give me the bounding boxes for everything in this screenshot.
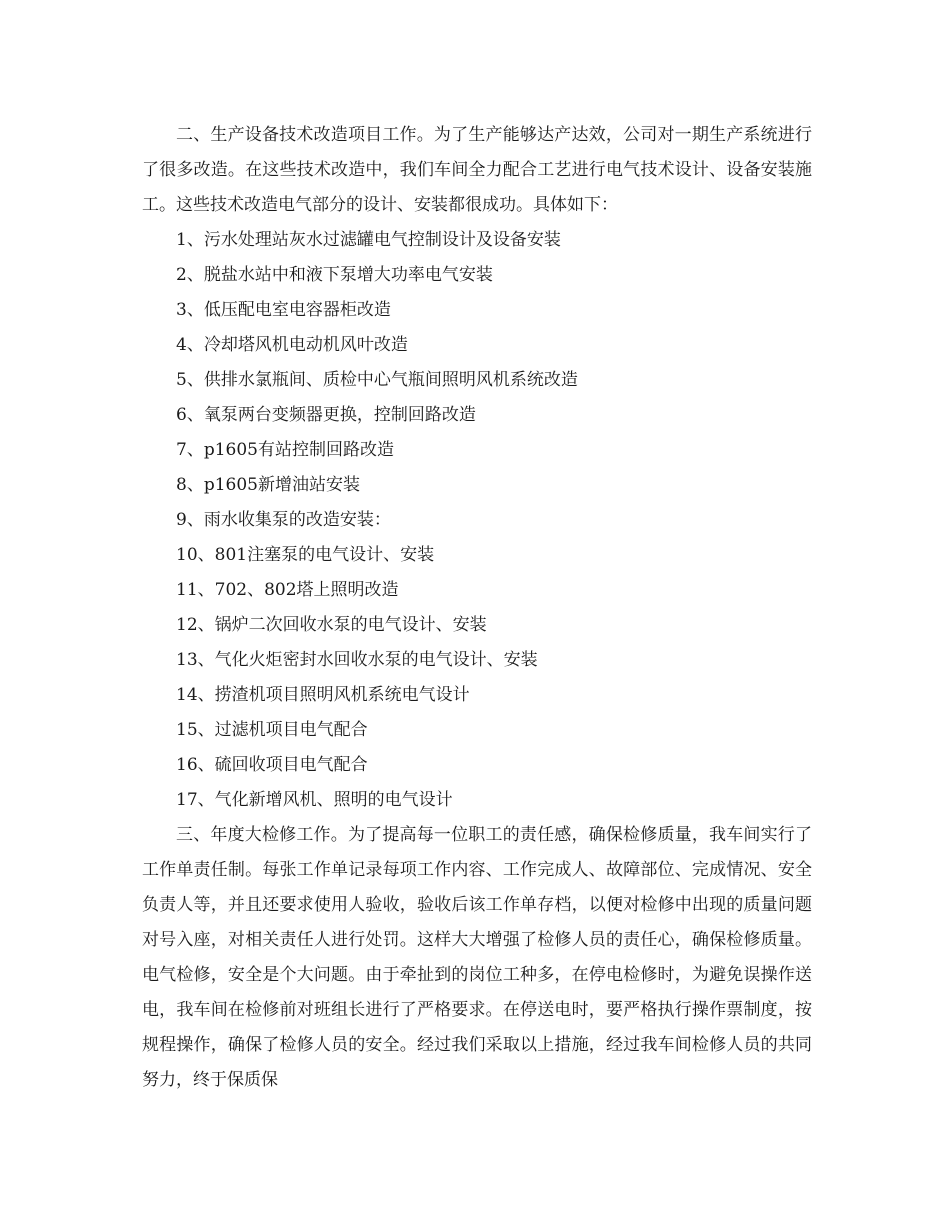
list-item: 11、702、802塔上照明改造 (176, 580, 399, 600)
list-item: 13、气化火炬密封水回收水泵的电气设计、安装 (176, 650, 538, 670)
list-item: 9、雨水收集泵的改造安装： (176, 510, 391, 530)
list-item: 10、801注塞泵的电气设计、安装 (176, 545, 435, 565)
list-item: 2、脱盐水站中和液下泵增大功率电气安装 (176, 265, 493, 285)
list-item: 16、硫回收项目电气配合 (176, 755, 368, 775)
section-3-paragraph: 三、年度大检修工作。为了提高每一位职工的责任感，确保检修质量，我车间实行了工作单责任制。每张工作单记录每项工作内容、工作完成人、故障部位、完成情况、安全负责人等，并且还要求使用人验收，验收后该工作单存档，以便对检修中出现的质量问题对号入座，对相关责任人进行处罚。这样大大增强了检修人员的责任心，确保检修质量。电气检修，安全是个大问题。由于牵扯到的岗位工种多，在停电检修时，为避免误操作送电，我车间在检修前对班组长进行了严格要求。在停送电时，要严格执行操作票制度，按规程操作，确保了检修人员的安全。经过我们采取以上措施，经过我车间检修人员的共同努力，终于保质保 (142, 825, 812, 1090)
list-item: 15、过滤机项目电气配合 (176, 720, 368, 740)
section-2-paragraph: 二、生产设备技术改造项目工作。为了生产能够达产达效，公司对一期生产系统进行了很多改造。在这些技术改造中，我们车间全力配合工艺进行电气技术设计、设备安装施工。这些技术改造电气部分的设计、安装都很成功。具体如下： (142, 125, 812, 215)
list-item: 5、供排水氯瓶间、质检中心气瓶间照明风机系统改造 (176, 370, 578, 390)
list-item: 4、冷却塔风机电动机风叶改造 (176, 335, 408, 355)
list-item: 14、捞渣机项目照明风机系统电气设计 (176, 685, 470, 705)
list-item: 17、气化新增风机、照明的电气设计 (176, 790, 453, 810)
retrofit-project-list (142, 223, 812, 818)
list-item: 3、低压配电室电容器柜改造 (176, 300, 391, 320)
list-item: 8、p1605新增油站安装 (176, 475, 360, 495)
list-item: 7、p1605有站控制回路改造 (176, 440, 394, 460)
list-item: 1、污水处理站灰水过滤罐电气控制设计及设备安装 (176, 230, 561, 250)
document-body (142, 118, 812, 1098)
list-item: 6、氧泵两台变频器更换，控制回路改造 (176, 405, 476, 425)
list-item: 12、锅炉二次回收水泵的电气设计、安装 (176, 615, 487, 635)
